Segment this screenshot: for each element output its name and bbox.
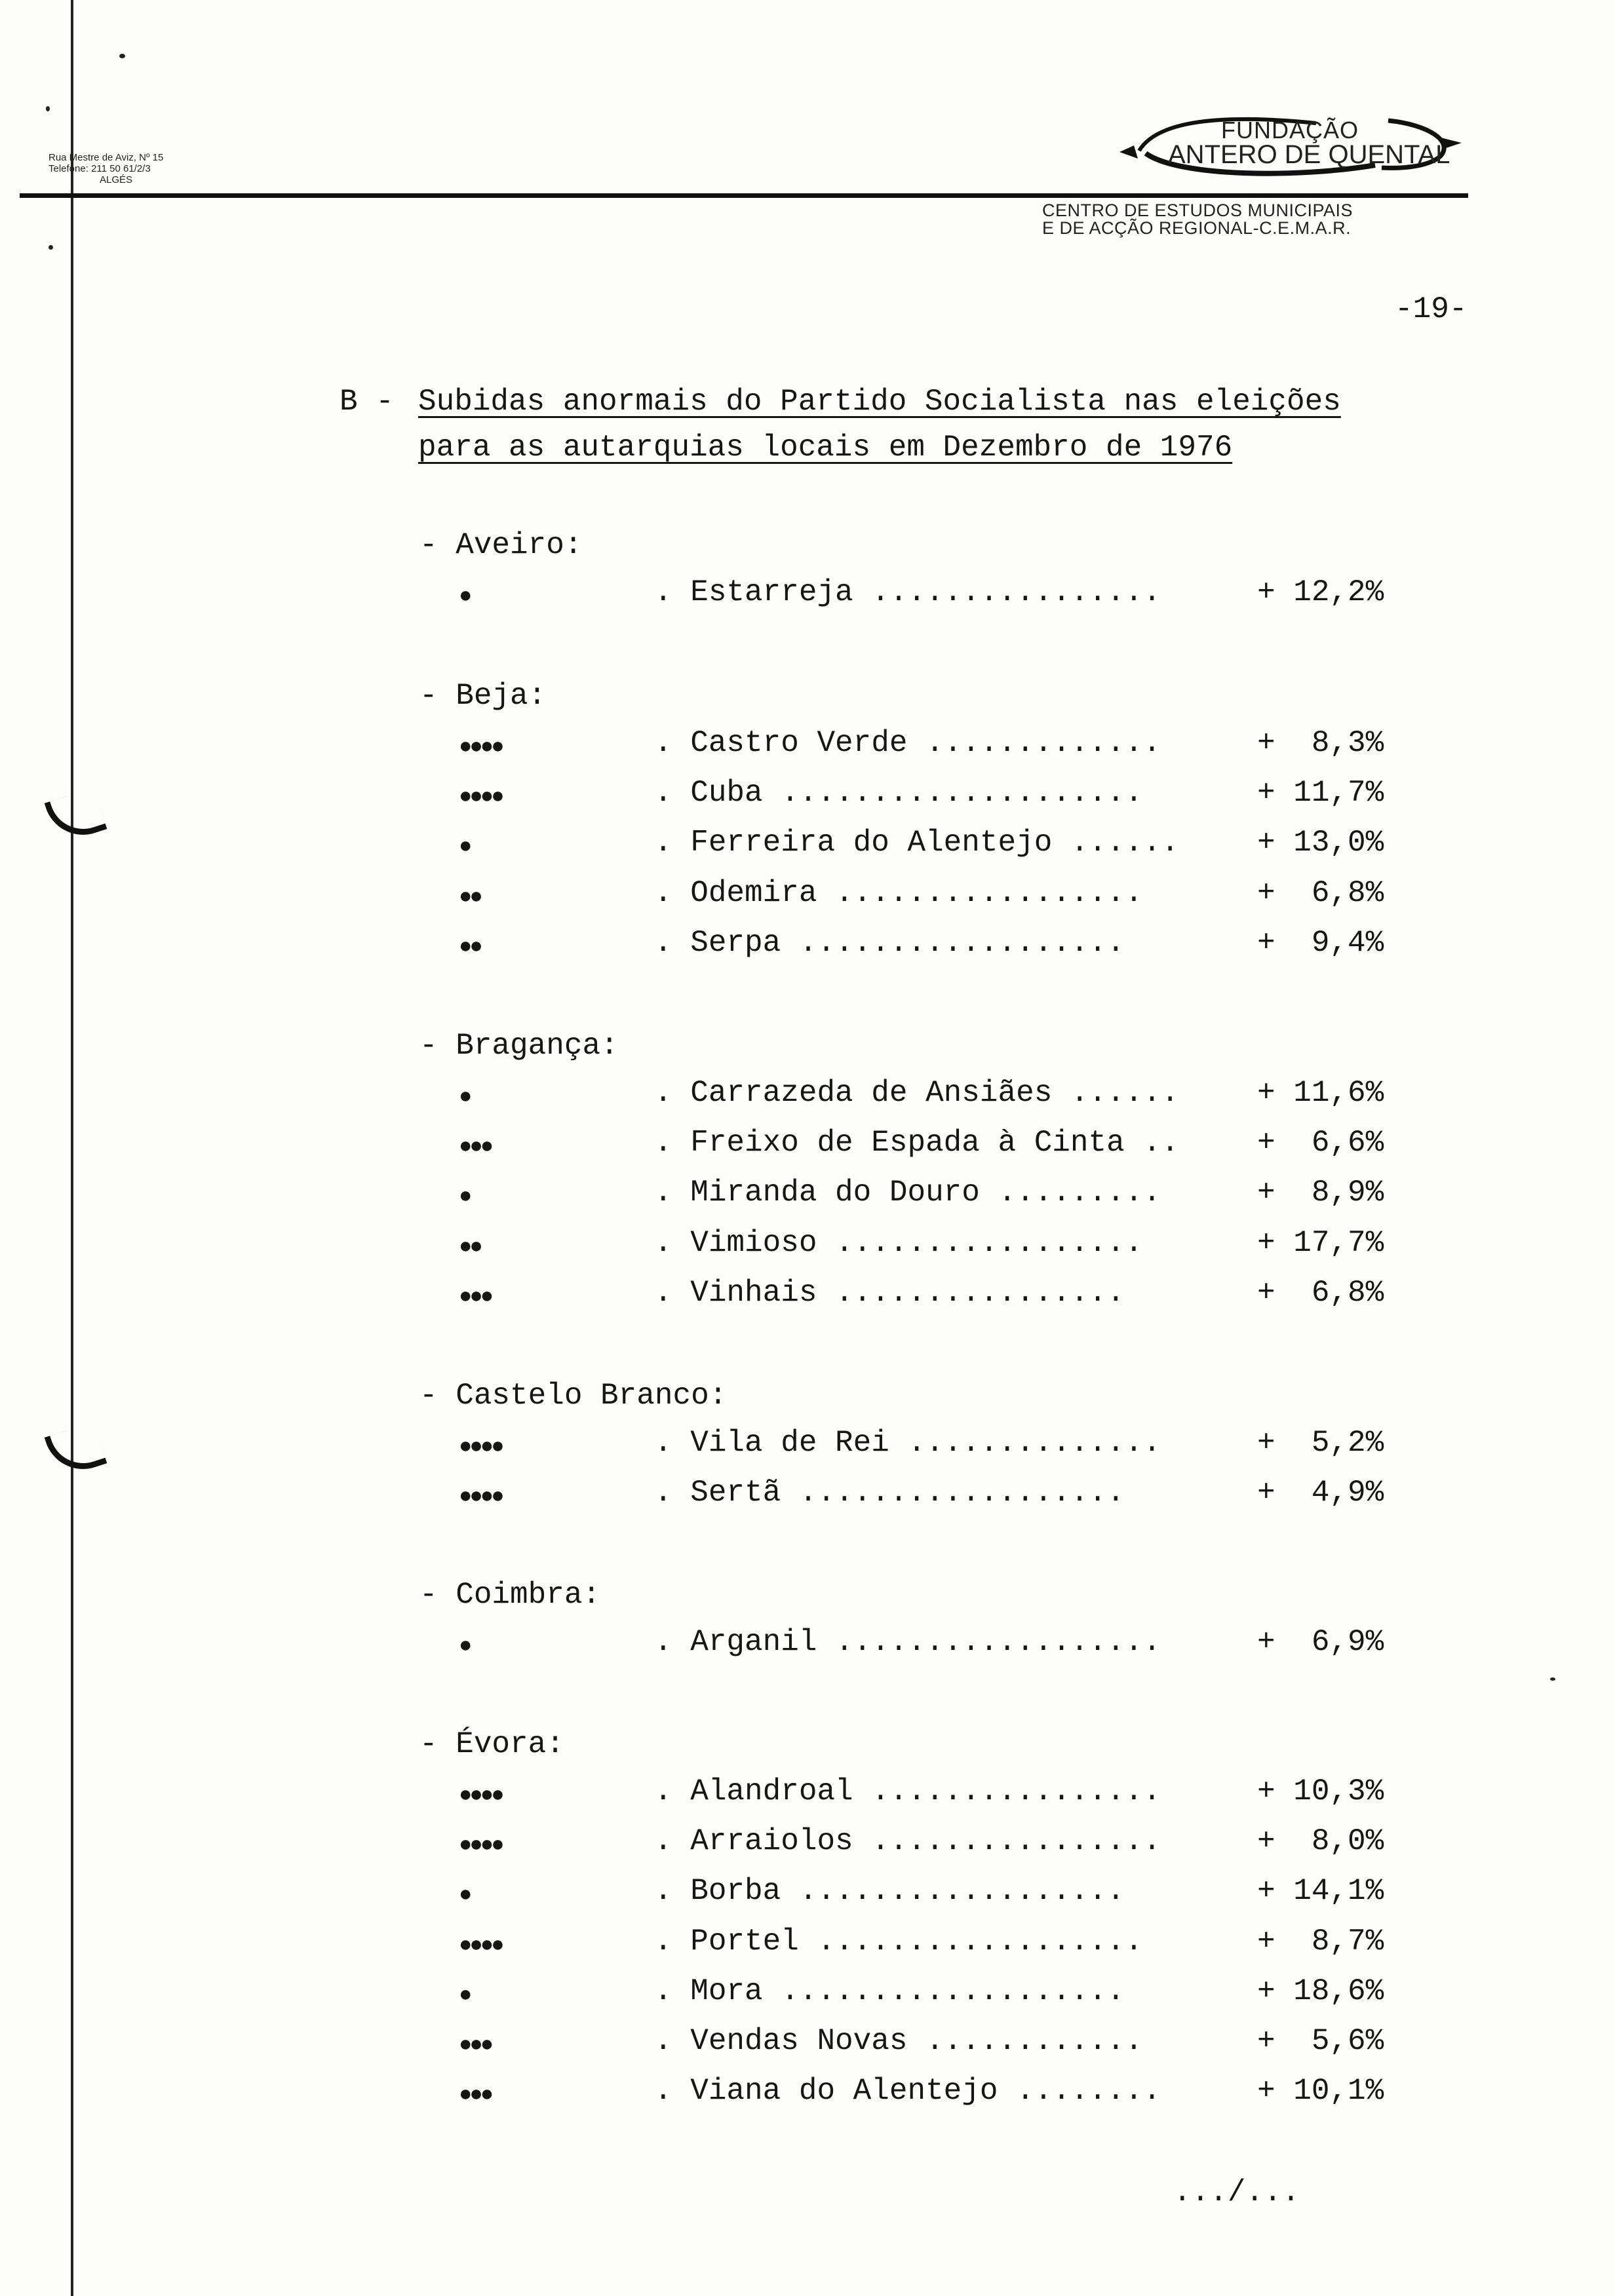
municipality-name: . Vila de Rei [654,1426,889,1460]
frequency-dots: ●●● [459,2083,492,2109]
district-heading: - Beja: [419,679,547,713]
frequency-dots: ●●● [459,2033,492,2058]
list-item [0,1625,1442,1663]
frequency-dots: ●● [459,934,480,960]
dot-leader: .............. [907,1426,1161,1460]
district-heading: - Bragança: [419,1029,619,1063]
continuation-mark: .../... [1173,2175,1300,2210]
list-item [0,776,1442,814]
dot-leader: ...... [1070,826,1179,860]
list-item [0,926,1442,964]
frequency-dots: ●●●● [459,1485,502,1510]
frequency-dots: ●●●● [459,1784,502,1808]
cemar-line2: E DE ACÇÃO REGIONAL-C.E.M.A.R. [1042,218,1352,238]
municipality-name: . Estarreja [654,575,853,609]
list-item [0,1476,1442,1514]
section-title-line1: Subidas anormais do Partido Socialista nas eleições [418,385,1341,419]
dot-leader: .................. [799,925,1125,960]
municipality-name: . Odemira [654,875,817,910]
list-item [0,1874,1442,1912]
address-street: Rua Mestre de Aviz, Nº 15 [49,152,164,163]
percentage-value: + 6,8% [1257,1275,1384,1310]
dot-leader: .................... [781,776,1143,811]
percentage-value: + 9,4% [1257,925,1384,960]
list-item [0,1774,1442,1812]
list-item [0,1974,1442,2012]
municipality-name: . Viana do Alentejo [654,2074,998,2109]
percentage-value: + 17,7% [1257,1225,1384,1260]
list-item [0,1924,1442,1962]
frequency-dots: ●● [459,1234,480,1260]
percentage-value: + 11,7% [1257,776,1384,811]
list-item [0,1426,1442,1464]
list-item [0,826,1442,864]
list-item [0,1076,1442,1114]
percentage-value: + 13,0% [1257,826,1384,860]
percentage-value: + 8,9% [1257,1176,1384,1210]
section-title-line2: para as autarquias locais em Dezembro de 1976 [418,430,1233,465]
cemar-line1: CENTRO DE ESTUDOS MUNICIPAIS [1042,201,1353,220]
dot-leader: ...... [1070,1076,1179,1110]
list-item [0,1276,1442,1314]
frequency-dots: ●●● [459,1284,492,1310]
percentage-value: + 5,6% [1257,2024,1384,2058]
municipality-name: . Alandroal [654,1774,853,1808]
frequency-dots: ● [459,1185,470,1210]
dot-leader: ............. [925,726,1161,760]
list-item [0,1126,1442,1164]
percentage-value: + 8,7% [1257,1924,1384,1959]
municipality-name: . Arraiolos [654,1824,853,1859]
sender-address [49,152,163,185]
frequency-dots: ●●●● [459,1435,502,1460]
dot-leader: .................. [835,1625,1161,1659]
municipality-name: . Borba [654,1874,781,1909]
frequency-dots: ● [459,584,470,609]
percentage-value: + 6,8% [1257,875,1384,910]
percentage-value: + 8,0% [1257,1824,1384,1859]
scan-speck [119,54,125,58]
dot-leader: ................. [835,875,1143,910]
municipality-name: . Castro Verde [654,726,908,760]
percentage-value: + 14,1% [1257,1874,1384,1909]
frequency-dots: ●●●● [459,1833,502,1859]
district-heading: - Coimbra: [419,1578,601,1612]
frequency-dots: ● [459,1983,470,2008]
percentage-value: + 12,2% [1257,575,1384,609]
municipality-name: . Carrazeda de Ansiães [654,1076,1053,1110]
list-item [0,575,1442,613]
scan-speck [46,106,50,111]
percentage-value: + 18,6% [1257,1974,1384,2008]
logo-text-fundacao: FUNDAÇÃO [1221,117,1359,144]
cemar-label [1042,202,1353,237]
municipality-name: . Mora [654,1974,763,2008]
list-item [0,726,1442,764]
municipality-name: . Vinhais [654,1275,817,1310]
dot-leader: .................. [799,1476,1125,1510]
frequency-dots: ●●● [459,1135,492,1160]
frequency-dots: ●● [459,885,480,910]
municipality-name: . Miranda do Douro [654,1176,980,1210]
list-item [0,2024,1442,2062]
municipality-name: . Portel [654,1924,799,1959]
dot-leader: ................ [871,1774,1161,1808]
municipality-name: . Freixo de Espada à Cinta [654,1126,1125,1160]
municipality-name: . Vimioso [654,1225,817,1260]
frequency-dots: ● [459,835,470,860]
dot-leader: ................... [781,1974,1125,2008]
municipality-name: . Arganil [654,1625,817,1659]
percentage-value: + 5,2% [1257,1426,1384,1460]
frequency-dots: ●●●● [459,785,502,811]
municipality-name: . Serpa [654,925,781,960]
list-item [0,1824,1442,1862]
scan-speck [1550,1677,1555,1681]
frequency-dots: ● [459,1634,470,1659]
municipality-name: . Vendas Novas [654,2024,908,2058]
frequency-dots: ●●●● [459,735,502,760]
section-heading [340,379,1341,470]
dot-leader: ................. [835,1225,1143,1260]
list-item [0,1176,1442,1214]
dot-leader: ............ [925,2024,1143,2058]
list-item [0,1226,1442,1264]
dot-leader: .................. [817,1924,1143,1959]
dot-leader: .................. [799,1874,1125,1909]
percentage-value: + 11,6% [1257,1076,1384,1110]
dot-leader: ................ [835,1275,1125,1310]
logo-text-antero: ANTERO DE QUENTAL [1168,140,1450,169]
district-heading: - Castelo Branco: [419,1379,728,1413]
percentage-value: + 6,6% [1257,1126,1384,1160]
section-label: B - [340,385,394,419]
list-item [0,2074,1442,2112]
municipality-name: . Cuba [654,776,763,811]
percentage-value: + 4,9% [1257,1476,1384,1510]
percentage-value: + 10,3% [1257,1774,1384,1808]
page-number: -19- [1395,292,1468,326]
percentage-value: + 6,9% [1257,1625,1384,1659]
list-item [0,876,1442,914]
header-rule [20,193,1468,198]
district-heading: - Aveiro: [419,528,583,562]
dot-leader: .. [1142,1126,1179,1160]
district-heading: - Évora: [419,1727,564,1761]
percentage-value: + 8,3% [1257,726,1384,760]
frequency-dots: ● [459,1085,470,1110]
dot-leader: ........ [1016,2074,1161,2109]
dot-leader: ................ [871,575,1161,609]
frequency-dots: ●●●● [459,1933,502,1959]
address-city: ALGÉS [100,174,133,185]
foundation-logo [1100,111,1467,183]
scan-speck [49,245,53,250]
municipality-name: . Sertã [654,1476,781,1510]
municipality-name: . Ferreira do Alentejo [654,826,1053,860]
frequency-dots: ● [459,1883,470,1909]
percentage-value: + 10,1% [1257,2074,1384,2109]
dot-leader: ................ [871,1824,1161,1859]
address-phone: Telefone: 211 50 61/2/3 [49,163,151,174]
dot-leader: ......... [998,1176,1161,1210]
